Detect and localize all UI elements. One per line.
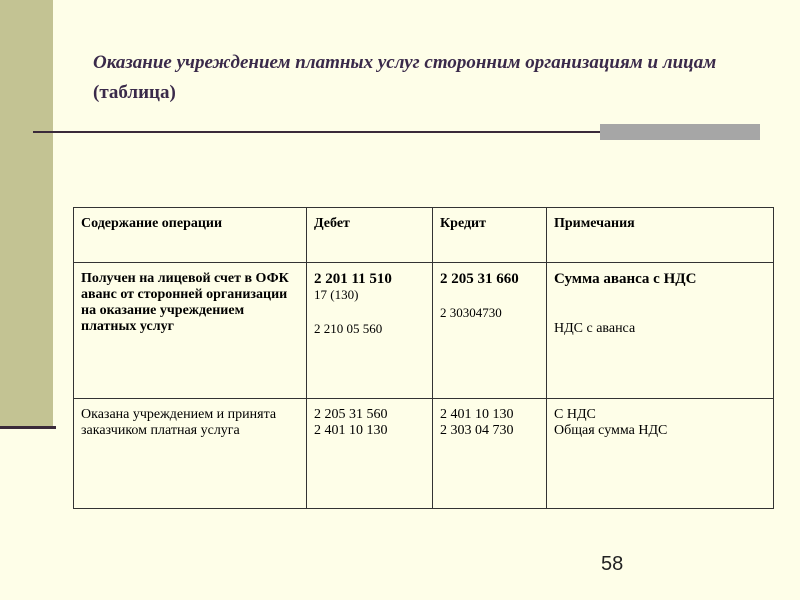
side-accent-line — [0, 426, 56, 429]
row1-credit-second: 2 30304730 — [440, 305, 502, 320]
page-number: 58 — [601, 553, 624, 575]
side-accent-bar — [0, 0, 53, 428]
header-credit: Кредит — [433, 208, 547, 263]
row1-debit-sub: 17 (130) — [314, 287, 359, 302]
table-row — [74, 263, 774, 399]
row2-debit — [307, 399, 433, 509]
row2-note-2: Общая сумма НДС — [554, 423, 668, 438]
header-operation: Содержание операции — [74, 208, 307, 263]
row1-notes — [547, 263, 774, 399]
row1-debit — [307, 263, 433, 399]
slide-title — [93, 48, 773, 108]
row2-note-1: С НДС — [554, 407, 596, 422]
header-debit: Дебет — [307, 208, 433, 263]
row2-credit-1: 2 401 10 130 — [440, 407, 514, 422]
row1-credit-main: 2 205 31 660 — [440, 271, 519, 287]
table-row — [74, 399, 774, 509]
row2-debit-2: 2 401 10 130 — [314, 423, 388, 438]
slide-title-italic: Оказание учреждением платных услуг сторонним организациям и лицам — [93, 52, 717, 73]
row2-operation: Оказана учреждением и принята заказчиком платная услуга — [74, 399, 307, 509]
row2-debit-1: 2 205 31 560 — [314, 407, 388, 422]
row2-credit — [433, 399, 547, 509]
row1-debit-main: 2 201 11 510 — [314, 271, 392, 287]
row1-credit — [433, 263, 547, 399]
row1-note-main: Сумма аванса с НДС — [554, 271, 697, 287]
row1-note-second: НДС с аванса — [554, 321, 636, 336]
table-header-row — [74, 208, 774, 263]
slide-title-normal: (таблица) — [93, 82, 176, 103]
divider-accent-block — [600, 124, 760, 140]
row2-notes — [547, 399, 774, 509]
accounting-table — [73, 207, 774, 509]
row1-debit-second: 2 210 05 560 — [314, 321, 383, 336]
row1-operation: Получен на лицевой счет в ОФК аванс от сторонней организации на оказание учреждением платных услуг — [74, 263, 307, 399]
row2-credit-2: 2 303 04 730 — [440, 423, 514, 438]
header-notes: Примечания — [547, 208, 774, 263]
